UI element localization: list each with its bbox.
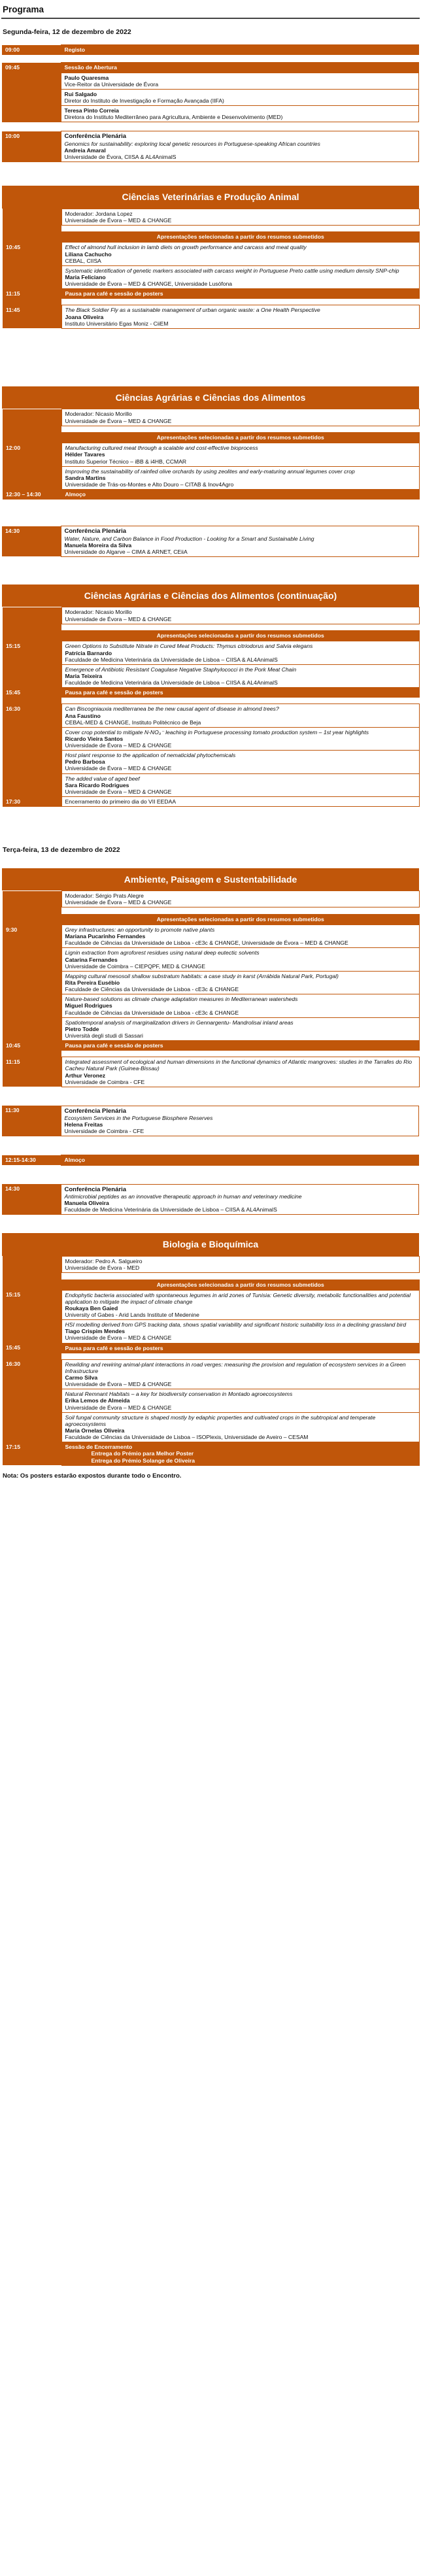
speaker-name: Catarina Fernandes bbox=[65, 956, 118, 963]
speaker-name: Roukaya Ben Gaied bbox=[65, 1304, 118, 1312]
talk-title: Improving the sustainability of rainfed olive orchards by using zeolites and early-maturing annual legumes cover crop bbox=[65, 467, 355, 475]
moderator-affiliation: Universidade de Évora - MED bbox=[65, 1264, 140, 1271]
speaker-affiliation: Faculdade de Medicina Veterinária da Universidade de Lisboa – CIISA & AL4AnimalS bbox=[65, 656, 278, 663]
speaker-name: Sandra Martins bbox=[65, 474, 106, 481]
plenary-heading: Conferência Plenária bbox=[64, 1185, 127, 1193]
presentations-label: Apresentações selecionadas a partir dos resumos submetidos bbox=[61, 231, 420, 243]
closing-day1: Encerramento do primeiro dia do VII EEDAA bbox=[61, 797, 420, 807]
time-cell: 11:15 bbox=[3, 289, 61, 299]
talk-title: HSI modelling derived from GPS tracking data, shows spatial variability and significant historic suitability loss in a declining grassland bird bbox=[65, 1321, 407, 1329]
speaker-affiliation: Universidade de Évora – MED & CHANGE, Universidade Lusófona bbox=[65, 280, 233, 288]
talk-title: Endophytic bacteria associated with spontaneous legumes in arid zones of Tunisia: Genetic diversity, metabolic functionalities and potential application to mitigate the impact of climate change bbox=[65, 1291, 411, 1305]
speaker-name: Rita Pereira Eusébio bbox=[65, 979, 120, 986]
talk-title: Manufacturing cultured meat through a scalable and cost-effective bioprocess bbox=[65, 445, 258, 452]
plenary-block bbox=[2, 526, 419, 557]
talk-title: Green Options to Substitute Nitrate in Cured Meat Products: Thymus citriodorus and Salvia elegans bbox=[65, 643, 313, 650]
talk-title: Spatiotemporal analysis of marginalization drivers in Gennargentu- Mandrolisai inland areas bbox=[65, 1019, 294, 1026]
section-title: Ambiente, Paisagem e Sustentabilidade bbox=[2, 868, 419, 891]
talk-title: Emergence of Antibiotic Resistant Coagulase Negative Staphylococci in the Pork Meat Chain bbox=[65, 666, 297, 673]
coffee-break: Pausa para café e sessão de posters bbox=[61, 688, 420, 698]
speaker-affiliation: Universidade de Évora – MED & CHANGE bbox=[65, 1334, 172, 1342]
speaker-name: Maria Feliciano bbox=[65, 274, 106, 281]
talk-title: Host plant response to the application of nematicidal phytochemicals bbox=[65, 752, 236, 759]
closing-session: Sessão de Encerramento bbox=[65, 1444, 133, 1451]
talk-title: Soil fungal community structure is shaped mostly by edaphic properties and cultivated crops in the subtropical and temperate agroecosystems bbox=[65, 1414, 376, 1427]
presentations-label: Apresentações selecionadas a partir dos resumos submetidos bbox=[61, 630, 420, 641]
speaker-affiliation: Diretora do Instituto Mediterrâneo para Agricultura, Ambiente e Desenvolvimento (MED) bbox=[64, 114, 283, 121]
talk-title: Nature-based solutions as climate change adaptation measures in Mediterranean watersheds bbox=[65, 996, 298, 1003]
speaker-affiliation: Vice-Reitor da Universidade de Évora bbox=[64, 80, 159, 88]
speaker-affiliation: Universidade do Algarve – CIMA & ARNET, CEiiA bbox=[64, 548, 188, 555]
section-veterinary bbox=[2, 186, 419, 329]
section-title: Ciências Agrárias e Ciências dos Alimentos bbox=[2, 386, 419, 409]
time-cell: 15:45 bbox=[3, 1343, 61, 1353]
plenary-block bbox=[2, 1106, 419, 1137]
time-cell: 11:30 bbox=[2, 1106, 61, 1136]
lunch-label: Almoço bbox=[61, 490, 420, 500]
speaker-affiliation: Universidade de Coimbra - CFE bbox=[64, 1128, 144, 1135]
time-cell: 12:15-14:30 bbox=[2, 1155, 61, 1165]
time-cell: 15:15 bbox=[3, 641, 61, 688]
speaker-name: Andreia Amaral bbox=[64, 146, 106, 154]
speaker-affiliation: Instituto Superior Técnico – iBB & i4HB, CCMAR bbox=[65, 458, 187, 465]
time-cell: 17:30 bbox=[3, 797, 61, 807]
speaker-affiliation: Faculdade de Ciências da Universidade de Lisboa - cE3c & CHANGE bbox=[65, 1009, 239, 1016]
solange-prize: Entrega do Prémio Solange de Oliveira bbox=[91, 1457, 195, 1464]
section-agrarian-cont bbox=[2, 585, 419, 807]
speaker-name: Miguel Rodrigues bbox=[65, 1002, 112, 1009]
time-cell: 09:00 bbox=[2, 45, 61, 55]
speaker-affiliation: Universidade de Évora – MED & CHANGE bbox=[65, 1381, 172, 1388]
talk-title: The added value of aged beef bbox=[65, 775, 140, 782]
time-cell: 10:45 bbox=[3, 1041, 61, 1051]
speaker-name: Patrícia Barnardo bbox=[65, 649, 112, 656]
speaker-affiliation: Faculdade de Medicina Veterinária da Universidade de Lisboa – CIISA & AL4AnimalS bbox=[65, 679, 278, 686]
talk-title: Mapping cultural mesosoil shallow substratum habitats: a case study in karst (Arrábida Natural Park, Portugal) bbox=[65, 972, 339, 979]
speaker-name: Tiago Crispim Mendes bbox=[65, 1328, 126, 1335]
speaker-name: Erika Lemos de Almeida bbox=[65, 1397, 130, 1404]
speaker-affiliation: CEBAL, CIISA bbox=[65, 257, 101, 264]
speaker-name: Ricardo Vieira Santos bbox=[65, 735, 124, 742]
speaker-affiliation: Diretor do Instituto de Investigação e Formação Avançada (IIFA) bbox=[64, 97, 224, 104]
speaker-name: Carmo Silva bbox=[65, 1374, 98, 1381]
speaker-affiliation: Faculdade de Ciências da Universidade de Lisboa – ISOPlexis, Universidade de Aveiro – CESAM bbox=[65, 1434, 309, 1441]
moderator: Moderador: Sérgio Prats Alegre bbox=[65, 892, 144, 900]
speaker-name: Helena Freitas bbox=[64, 1121, 103, 1128]
moderator-affiliation: Universidade de Évora – MED & CHANGE bbox=[65, 417, 172, 424]
time-cell: 12:30 – 14:30 bbox=[3, 490, 61, 500]
plenary-block bbox=[2, 1184, 419, 1215]
section-title: Ciências Agrárias e Ciências dos Alimentos (continuação) bbox=[2, 585, 419, 607]
talk-title: Ecosystem Services in the Portuguese Biosphere Reserves bbox=[64, 1115, 213, 1122]
talk-title: The Black Soldier Fly as a sustainable management of urban organic waste: a One Health Perspective bbox=[65, 307, 320, 314]
speaker-name: Paulo Quaresma bbox=[64, 74, 109, 81]
talk-title: Grey infrastructures: an opportunity to promote native plants bbox=[65, 926, 215, 933]
speaker-name: Hélder Tavares bbox=[65, 451, 105, 458]
speaker-affiliation: Instituto Universitário Egas Moniz - CiiEM bbox=[65, 320, 169, 327]
presentations-label: Apresentações selecionadas a partir dos resumos submetidos bbox=[61, 432, 420, 443]
moderator-affiliation: Universidade de Évora – MED & CHANGE bbox=[65, 899, 172, 906]
coffee-break: Pausa para café e sessão de posters bbox=[61, 1343, 420, 1353]
time-cell: 10:00 bbox=[2, 131, 61, 162]
coffee-break: Pausa para café e sessão de posters bbox=[61, 1041, 420, 1051]
lunch-label: Almoço bbox=[61, 1155, 419, 1165]
moderator: Moderador: Nicasio Morillo bbox=[65, 411, 132, 418]
time-cell: 16:30 bbox=[3, 704, 61, 797]
time-cell: 12:00 bbox=[3, 443, 61, 490]
talk-title: Natural Remnant Habitats – a key for biodiversity conservation in Montado agroecosystems bbox=[65, 1391, 293, 1398]
talk-title: Antimicrobial peptides as an innovative therapeutic approach in human and veterinary medicine bbox=[64, 1193, 302, 1200]
talk-title: Integrated assessment of ecological and human dimensions in the functional dynamics of Atlantic mangroves: studies in the Tarrafes do Rio Cacheu Natural Park (Guinea-Bissau) bbox=[65, 1059, 413, 1072]
speaker-affiliation: Universidade de Coimbra - CFE bbox=[65, 1078, 145, 1085]
speaker-name: Joana Oliveira bbox=[65, 313, 104, 320]
speaker-affiliation: Universidade de Évora – MED & CHANGE bbox=[65, 788, 172, 795]
speaker-affiliation: Universidade de Trás-os-Montes e Alto Douro – CITAB & Inov4Agro bbox=[65, 481, 234, 488]
moderator: Moderador: Jordana Lopez bbox=[65, 210, 133, 217]
speaker-affiliation: Faculdade de Ciências da Universidade de Lisboa - cE3c & CHANGE, Universidade de Évora – MED & CHANGE bbox=[65, 940, 348, 947]
speaker-name: Manuela Oliveira bbox=[64, 1199, 109, 1206]
talk-title: Lignin extraction from agroforest residues using natural deep eutectic solvents bbox=[65, 949, 260, 957]
plenary-heading: Conferência Plenária bbox=[64, 528, 127, 535]
time-cell: 14:30 bbox=[2, 526, 61, 557]
section-title: Ciências Veterinárias e Produção Animal bbox=[2, 186, 419, 209]
speaker-affiliation: Universidade de Évora, CIISA & AL4AnimalS bbox=[64, 153, 177, 160]
speaker-affiliation: Universidade de Évora – MED & CHANGE bbox=[65, 765, 172, 772]
time-cell: 14:30 bbox=[2, 1184, 61, 1215]
opening-session-label: Sessão de Abertura bbox=[61, 63, 419, 73]
section-biology bbox=[2, 1233, 419, 1466]
speaker-affiliation: Universidade de Évora – MED & CHANGE bbox=[65, 742, 172, 749]
plenary-heading: Conferência Plenária bbox=[64, 133, 127, 141]
section-title: Biologia e Bioquímica bbox=[2, 1233, 419, 1256]
speaker-affiliation: Universidade de Évora – MED & CHANGE bbox=[65, 1404, 172, 1411]
speaker-name: Rui Salgado bbox=[64, 90, 97, 97]
speaker-name: Teresa Pinto Correia bbox=[64, 107, 119, 114]
talk-title: Cover crop potential to mitigate N-NO₃⁻ leaching in Portuguese processing tomato production system – 1st year highlights bbox=[65, 728, 369, 736]
speaker-name: Pedro Barbosa bbox=[65, 758, 105, 766]
speaker-name: Liliana Cachucho bbox=[65, 250, 112, 258]
presentations-label: Apresentações selecionadas a partir dos resumos submetidos bbox=[61, 914, 420, 925]
time-cell: 17:15 bbox=[3, 1442, 61, 1465]
section-agrarian bbox=[2, 386, 419, 500]
speaker-name: Sara Ricardo Rodrigues bbox=[65, 781, 129, 788]
speaker-affiliation: Faculdade de Ciências da Universidade de Lisboa - cE3c & CHANGE bbox=[65, 986, 239, 993]
speaker-name: Manuela Moreira da Silva bbox=[64, 541, 132, 549]
speaker-affiliation: CEBAL-MED & CHANGE, Instituto Politécnico de Beja bbox=[65, 719, 201, 726]
moderator-affiliation: Universidade de Évora – MED & CHANGE bbox=[65, 216, 172, 224]
plenary-heading: Conferência Plenária bbox=[64, 1107, 127, 1115]
day-heading-tuesday: Terça-feira, 13 de dezembro de 2022 bbox=[3, 846, 120, 855]
moderator: Moderador: Pedro A. Salgueiro bbox=[65, 1257, 143, 1264]
speaker-name: Ana Faustino bbox=[65, 712, 101, 719]
registration-label: Registo bbox=[61, 45, 419, 55]
speaker-affiliation: Università degli studi di Sassari bbox=[65, 1032, 143, 1039]
moderator-affiliation: Universidade de Évora – MED & CHANGE bbox=[65, 615, 172, 622]
time-cell: 16:30 bbox=[3, 1359, 61, 1442]
speaker-affiliation: Faculdade de Medicina Veterinária da Universidade de Lisboa – CIISA & AL4AnimalS bbox=[64, 1206, 277, 1213]
speaker-name: Pietro Todde bbox=[65, 1025, 99, 1032]
footer-note: Nota: Os posters estarão expostos durante todo o Encontro. bbox=[3, 1472, 182, 1480]
day-heading-monday: Segunda-feira, 12 de dezembro de 2022 bbox=[3, 27, 131, 36]
speaker-name: Arthur Veronez bbox=[65, 1072, 106, 1079]
talk-title: Can Biscogniauxia mediterranea be the new causal agent of disease in almond trees? bbox=[65, 705, 279, 713]
opening-block bbox=[2, 44, 419, 162]
talk-title: Water, Nature, and Carbon Balance in Food Production - Looking for a Smart and Sustainable Living bbox=[64, 535, 314, 542]
speaker-affiliation: University of Gabes - Arid Lands Institute of Medenine bbox=[65, 1312, 199, 1319]
coffee-break: Pausa para café e sessão de posters bbox=[61, 289, 420, 299]
presentations-label: Apresentações selecionadas a partir dos resumos submetidos bbox=[61, 1280, 420, 1291]
section-environment bbox=[2, 868, 419, 1087]
time-cell: 15:45 bbox=[3, 688, 61, 698]
time-cell: 11:45 bbox=[3, 305, 61, 328]
moderator: Moderador: Nicasio Morillo bbox=[65, 609, 132, 616]
talk-title: Rewilding and rewiring animal-plant interactions in road verges: measuring the provision and regulation of ecosystem services in a Green Infrastructure bbox=[65, 1361, 406, 1374]
time-cell: 15:15 bbox=[3, 1290, 61, 1343]
poster-prize: Entrega do Prémio para Melhor Poster bbox=[91, 1450, 194, 1457]
speaker-name: Maria Ornelas Oliveira bbox=[65, 1427, 125, 1434]
speaker-name: Mariana Pucarinho Fernandes bbox=[65, 933, 146, 940]
speaker-name: Maria Teixeira bbox=[65, 672, 103, 679]
time-cell: 9:30 bbox=[3, 925, 61, 1041]
talk-title: Systematic identification of genetic markers associated with carcass weight in Portuguese Preto cattle using medium density SNP-chip bbox=[65, 267, 399, 274]
lunch-block bbox=[2, 1155, 419, 1165]
talk-title: Effect of almond hull inclusion in lamb diets on growth performance and carcass and meat quality bbox=[65, 244, 307, 251]
time-cell: 11:15 bbox=[3, 1057, 61, 1087]
time-cell: 10:45 bbox=[3, 243, 61, 289]
page-title: Programa bbox=[1, 0, 420, 19]
time-cell: 09:45 bbox=[2, 63, 61, 73]
speaker-affiliation: Universidade de Coimbra – CIEPQPF, MED & CHANGE bbox=[65, 962, 205, 970]
talk-title: Genomics for sustainability: exploring local genetic resources in Portuguese-speaking African countries bbox=[64, 140, 320, 147]
